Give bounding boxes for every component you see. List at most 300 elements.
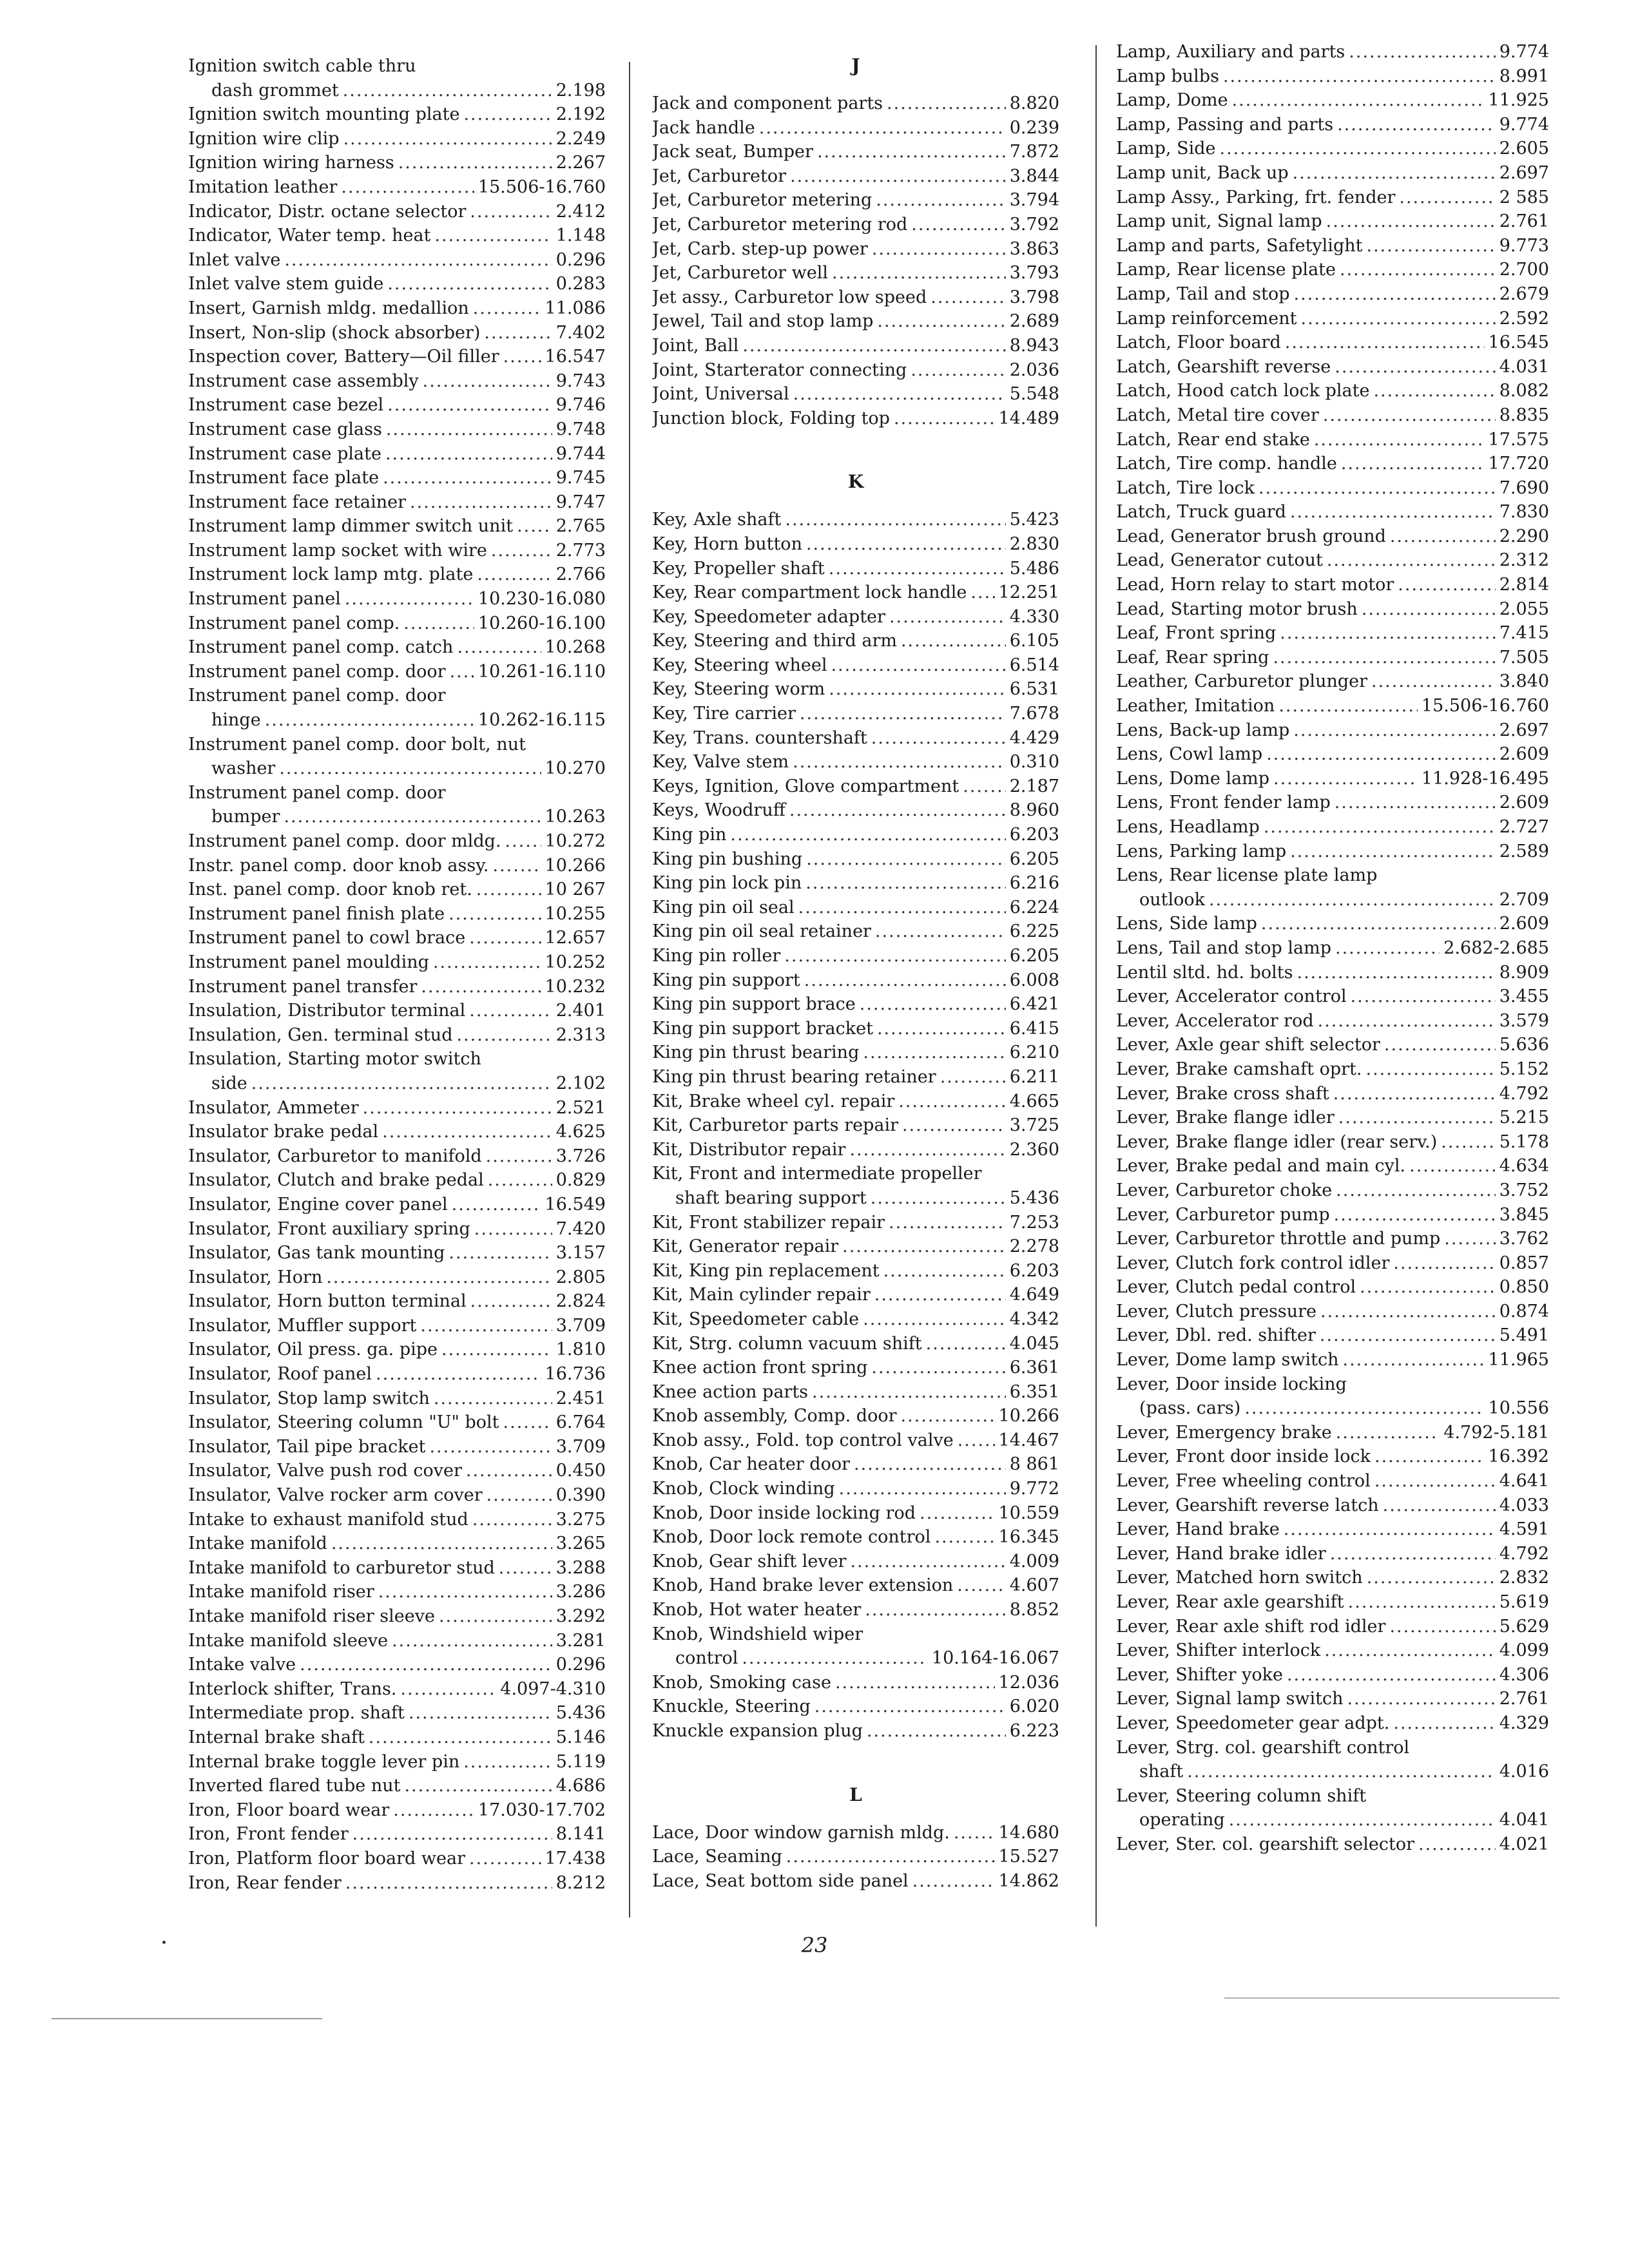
dot-leader bbox=[477, 562, 552, 587]
dot-leader bbox=[345, 587, 474, 611]
index-entry bbox=[188, 950, 606, 975]
entry-name: Insulator, Valve push rod cover bbox=[188, 1461, 462, 1481]
entry-name: Instrument panel moulding bbox=[188, 952, 429, 972]
dot-leader bbox=[265, 708, 474, 733]
entry-name: Jack and component parts bbox=[652, 93, 883, 113]
entry-name: King pin support bbox=[652, 970, 800, 990]
entry-page-ref: 5.152 bbox=[1499, 1059, 1549, 1079]
entry-page-ref: 14.467 bbox=[998, 1430, 1059, 1450]
entry-name: Lamp bulbs bbox=[1116, 66, 1219, 86]
entry-name: Instrument panel bbox=[188, 589, 341, 610]
entry-page-ref: 6.211 bbox=[1009, 1066, 1059, 1087]
dot-leader bbox=[835, 1671, 995, 1695]
dot-leader bbox=[448, 1241, 552, 1265]
entry-page-ref: 0.450 bbox=[555, 1461, 606, 1481]
dot-leader bbox=[392, 1629, 552, 1653]
dot-leader bbox=[400, 1677, 496, 1702]
entry-page-ref: 10 267 bbox=[545, 879, 606, 900]
entry-name: Lever, Free wheeling control bbox=[1116, 1471, 1371, 1492]
dot-leader bbox=[378, 1580, 552, 1604]
entry-name: Lamp, Dome bbox=[1116, 90, 1228, 111]
dot-leader bbox=[376, 1362, 541, 1387]
index-entry bbox=[1116, 403, 1549, 428]
dot-leader bbox=[883, 1259, 1006, 1283]
dot-leader bbox=[784, 944, 1005, 968]
dot-leader bbox=[1284, 1517, 1496, 1542]
dot-leader bbox=[1366, 234, 1495, 258]
entry-page-ref: 4.641 bbox=[1499, 1471, 1549, 1492]
entry-name: Iron, Floor board wear bbox=[188, 1800, 390, 1820]
entry-page-ref: 12.036 bbox=[998, 1672, 1059, 1693]
index-entry bbox=[652, 847, 1059, 872]
entry-page-ref: 0.829 bbox=[555, 1170, 606, 1191]
entry-name: Lamp and parts, Safetylight bbox=[1116, 235, 1363, 256]
index-entry bbox=[1116, 1082, 1549, 1106]
index-entry bbox=[1116, 1300, 1549, 1324]
entry-name: King pin bbox=[652, 825, 727, 845]
entry-name: Lever, Brake camshaft oprt. bbox=[1116, 1059, 1362, 1079]
entry-name: King pin thrust bearing bbox=[652, 1043, 860, 1063]
entry-name: Knob, Door lock remote control bbox=[652, 1527, 931, 1548]
dot-leader bbox=[829, 677, 1005, 702]
entry-name: King pin support brace bbox=[652, 994, 856, 1015]
entry-name: Insulation, Distributor terminal bbox=[188, 1001, 466, 1021]
entry-name: Iron, Platform floor board wear bbox=[188, 1848, 465, 1869]
index-entry bbox=[188, 1217, 606, 1242]
entry-name: outlook bbox=[1139, 889, 1206, 910]
entry-page-ref: 2.589 bbox=[1499, 841, 1549, 861]
entry-page-ref: 10.272 bbox=[545, 831, 606, 851]
entry-page-ref: 6.203 bbox=[1009, 825, 1059, 845]
index-entry bbox=[188, 1096, 606, 1120]
index-entry bbox=[652, 285, 1059, 310]
entry-page-ref: 4.634 bbox=[1499, 1156, 1549, 1177]
entry-name: Insulator, Muffler support bbox=[188, 1315, 417, 1336]
entry-name: Knob, Door inside locking rod bbox=[652, 1503, 916, 1523]
entry-name: Inlet valve bbox=[188, 249, 281, 270]
entry-name: Lever, Clutch pedal control bbox=[1116, 1277, 1356, 1298]
entry-page-ref: 9.745 bbox=[555, 468, 606, 488]
dot-leader bbox=[1244, 1396, 1484, 1421]
dot-leader bbox=[1336, 1421, 1440, 1445]
index-entry bbox=[188, 1362, 606, 1387]
entry-name: Instrument case assembly bbox=[188, 370, 419, 391]
dot-leader bbox=[1318, 1009, 1496, 1033]
dot-leader bbox=[930, 285, 1005, 310]
entry-page-ref: 3.792 bbox=[1009, 214, 1059, 235]
dot-leader bbox=[1393, 1251, 1495, 1276]
entry-page-ref: 4.021 bbox=[1499, 1834, 1549, 1854]
entry-name: Lens, Rear license plate lamp bbox=[1116, 865, 1378, 886]
index-entry bbox=[652, 992, 1059, 1017]
entry-page-ref: 2.727 bbox=[1499, 817, 1549, 837]
entry-page-ref: 3.726 bbox=[555, 1146, 606, 1166]
dot-leader bbox=[963, 774, 1006, 799]
entry-name: Imitation leather bbox=[188, 177, 338, 197]
dot-leader bbox=[420, 1314, 552, 1338]
dot-leader bbox=[1300, 307, 1495, 331]
entry-page-ref: 4.329 bbox=[1499, 1713, 1549, 1733]
entry-page-ref: 10.261-16.110 bbox=[477, 661, 606, 682]
entry-name: Key, Rear compartment lock handle bbox=[652, 582, 967, 603]
entry-page-ref: 3.793 bbox=[1009, 263, 1059, 284]
section-heading-j: J bbox=[851, 55, 860, 76]
entry-name: Lever, Accelerator control bbox=[1116, 986, 1347, 1007]
index-entry bbox=[1116, 1348, 1549, 1372]
dot-leader bbox=[1280, 621, 1495, 646]
index-entry bbox=[188, 562, 606, 587]
entry-name: Lever, Hand brake bbox=[1116, 1519, 1280, 1540]
entry-name: Lever, Rear axle gearshift bbox=[1116, 1592, 1344, 1612]
entry-name: Jet, Carburetor metering bbox=[652, 190, 872, 211]
index-entry bbox=[1116, 1517, 1549, 1542]
index-entry bbox=[1116, 1203, 1549, 1227]
index-entry bbox=[188, 1701, 606, 1725]
dot-leader bbox=[1285, 331, 1485, 355]
scan-artifact-line bbox=[1224, 1997, 1559, 1999]
entry-name: Key, Horn button bbox=[652, 533, 802, 554]
dot-leader bbox=[954, 1821, 995, 1845]
dot-leader bbox=[800, 702, 1006, 726]
dot-leader bbox=[393, 1798, 474, 1823]
index-entry bbox=[188, 1459, 606, 1483]
entry-page-ref: 5.436 bbox=[555, 1703, 606, 1724]
entry-name: King pin roller bbox=[652, 946, 781, 966]
index-entry bbox=[188, 1168, 606, 1193]
dot-leader bbox=[472, 1508, 552, 1532]
entry-page-ref: 2.765 bbox=[555, 516, 606, 537]
entry-name: Lever, Brake flange idler (rear serv.) bbox=[1116, 1131, 1438, 1152]
entry-page-ref: 8.943 bbox=[1009, 335, 1059, 356]
index-entry bbox=[1116, 113, 1549, 137]
entry-page-ref: 7.872 bbox=[1009, 142, 1059, 162]
entry-page-ref: 6.531 bbox=[1009, 679, 1059, 700]
column-divider-right bbox=[1095, 45, 1097, 1927]
entry-page-ref: 5.636 bbox=[1499, 1035, 1549, 1055]
entry-name: Lentil sltd. hd. bolts bbox=[1116, 962, 1293, 983]
entry-name: Kit, Brake wheel cyl. repair bbox=[652, 1091, 895, 1111]
entry-name: Insulator, Gas tank mounting bbox=[188, 1243, 445, 1264]
entry-page-ref: 4.330 bbox=[1009, 606, 1059, 627]
index-entry bbox=[188, 79, 606, 103]
index-entry bbox=[1116, 1251, 1549, 1276]
dot-leader bbox=[806, 847, 1006, 872]
entry-name: Lever, Gearshift reverse latch bbox=[1116, 1495, 1379, 1515]
index-entry bbox=[1116, 1033, 1549, 1057]
index-entry bbox=[1116, 1421, 1549, 1445]
dot-leader bbox=[875, 919, 1006, 944]
entry-page-ref: 14.862 bbox=[998, 1870, 1059, 1891]
dot-leader bbox=[1229, 1808, 1496, 1832]
entry-name: Lamp, Passing and parts bbox=[1116, 114, 1334, 135]
index-entry bbox=[188, 490, 606, 515]
dot-leader bbox=[793, 750, 1006, 774]
entry-name: Instrument panel comp. door bbox=[188, 661, 446, 682]
entry-page-ref: 4.591 bbox=[1499, 1519, 1549, 1540]
entry-page-ref: 16.736 bbox=[545, 1364, 606, 1385]
entry-name: Lens, Back-up lamp bbox=[1116, 720, 1290, 740]
dot-leader bbox=[958, 1428, 995, 1453]
entry-page-ref: 1.810 bbox=[555, 1340, 606, 1360]
dot-leader bbox=[1258, 476, 1496, 501]
index-entry bbox=[652, 1869, 1059, 1894]
dot-leader bbox=[433, 950, 541, 975]
entry-page-ref: 6.415 bbox=[1009, 1018, 1059, 1039]
dot-leader bbox=[491, 539, 552, 563]
index-entry bbox=[652, 653, 1059, 678]
dot-leader bbox=[448, 902, 541, 927]
dot-leader bbox=[785, 508, 1005, 532]
index-entry bbox=[1116, 1832, 1549, 1857]
entry-page-ref: 10.556 bbox=[1488, 1398, 1549, 1419]
entry-page-ref: 8.960 bbox=[1009, 800, 1059, 821]
index-entry bbox=[652, 1162, 1059, 1186]
entry-page-ref: 8.852 bbox=[1009, 1600, 1059, 1620]
entry-page-ref: 3.794 bbox=[1009, 190, 1059, 211]
entry-name: Latch, Floor board bbox=[1116, 332, 1281, 353]
entry-name: Latch, Truck guard bbox=[1116, 502, 1286, 523]
entry-page-ref: 4.686 bbox=[555, 1776, 606, 1796]
index-entry bbox=[188, 1677, 606, 1702]
dot-leader bbox=[742, 334, 1005, 358]
dot-leader bbox=[476, 878, 541, 902]
entry-name: Insulator, Front auxiliary spring bbox=[188, 1218, 470, 1239]
entry-page-ref: 16.549 bbox=[545, 1194, 606, 1215]
column-divider-left bbox=[629, 62, 630, 1917]
dot-leader bbox=[912, 1869, 995, 1894]
index-entry bbox=[652, 116, 1059, 140]
dot-leader bbox=[889, 605, 1006, 629]
entry-page-ref: 2 585 bbox=[1499, 187, 1549, 207]
index-entry bbox=[1116, 88, 1549, 113]
dot-leader bbox=[1333, 1082, 1496, 1106]
dot-leader bbox=[463, 1750, 552, 1774]
index-entry bbox=[652, 1307, 1059, 1332]
entry-name: Lens, Front fender lamp bbox=[1116, 793, 1331, 813]
dot-leader bbox=[505, 829, 541, 854]
entry-page-ref: 17.575 bbox=[1488, 429, 1549, 450]
index-entry bbox=[652, 382, 1059, 407]
index-entry bbox=[1116, 137, 1549, 161]
dot-leader bbox=[470, 1289, 552, 1314]
entry-name: Lever, Clutch pressure bbox=[1116, 1301, 1317, 1321]
entry-name: Ignition switch cable thru bbox=[188, 56, 416, 76]
dot-leader bbox=[474, 1217, 552, 1242]
entry-name: Lead, Horn relay to start motor bbox=[1116, 575, 1394, 595]
entry-page-ref: 3.725 bbox=[1009, 1115, 1059, 1136]
index-entry bbox=[188, 514, 606, 539]
entry-name: Knob, Hot water heater bbox=[652, 1600, 862, 1620]
index-entry bbox=[652, 1065, 1059, 1090]
dot-leader bbox=[806, 532, 1006, 557]
dot-leader bbox=[1209, 888, 1496, 912]
index-entry bbox=[1116, 1639, 1549, 1663]
index-entry bbox=[652, 1598, 1059, 1622]
entry-page-ref: 2.036 bbox=[1009, 360, 1059, 380]
entry-page-ref: 2.451 bbox=[555, 1388, 606, 1408]
entry-page-ref: 8.141 bbox=[555, 1824, 606, 1845]
index-entry bbox=[652, 1017, 1059, 1041]
index-entry bbox=[1116, 548, 1549, 573]
entry-page-ref: 2.824 bbox=[555, 1291, 606, 1312]
dot-leader bbox=[790, 164, 1006, 189]
dot-leader bbox=[473, 296, 541, 321]
dot-leader bbox=[872, 237, 1006, 262]
index-entry bbox=[188, 1508, 606, 1532]
index-entry bbox=[188, 54, 606, 79]
entry-page-ref: 8 861 bbox=[1009, 1454, 1059, 1475]
entry-name: Latch, Hood catch lock plate bbox=[1116, 381, 1370, 401]
index-entry bbox=[1116, 1009, 1549, 1033]
index-entry bbox=[652, 1041, 1059, 1065]
index-entry bbox=[1116, 1808, 1549, 1832]
entry-name: Lens, Cowl lamp bbox=[1116, 744, 1263, 765]
entry-page-ref: 4.342 bbox=[1009, 1309, 1059, 1329]
entry-page-ref: 11.928-16.495 bbox=[1421, 768, 1549, 789]
entry-page-ref: 16.547 bbox=[545, 347, 606, 367]
entry-page-ref: 5.619 bbox=[1499, 1592, 1549, 1612]
entry-name: Knob, Gear shift lever bbox=[652, 1551, 847, 1571]
index-entry bbox=[652, 581, 1059, 605]
entry-name: Insulator, Valve rocker arm cover bbox=[188, 1485, 483, 1506]
index-entry bbox=[652, 91, 1059, 116]
entry-page-ref: 14.489 bbox=[998, 408, 1059, 428]
dot-leader bbox=[1294, 282, 1496, 307]
entry-name: Insulator, Horn bbox=[188, 1267, 323, 1287]
entry-page-ref: 9.747 bbox=[555, 492, 606, 512]
entry-page-ref: 6.225 bbox=[1009, 921, 1059, 942]
index-entry bbox=[1116, 1590, 1549, 1615]
index-entry bbox=[188, 1193, 606, 1217]
entry-name: King pin oil seal retainer bbox=[652, 921, 871, 942]
entry-name: Instrument face plate bbox=[188, 468, 380, 488]
entry-name: Insulation, Starting motor switch bbox=[188, 1049, 481, 1070]
index-entry bbox=[1116, 1542, 1549, 1566]
entry-page-ref: 17.438 bbox=[545, 1848, 606, 1869]
entry-name: Ignition wire clip bbox=[188, 128, 340, 149]
entry-name: Instrument panel comp. door bbox=[188, 686, 446, 706]
index-column-3 bbox=[1116, 40, 1549, 1857]
entry-page-ref: 14.680 bbox=[998, 1822, 1059, 1843]
dot-leader bbox=[363, 1096, 552, 1120]
entry-name: Lever, Rear axle shift rod idler bbox=[1116, 1616, 1386, 1637]
dot-leader bbox=[876, 188, 1005, 213]
dot-leader bbox=[387, 272, 552, 296]
entry-name: dash grommet bbox=[211, 80, 339, 101]
entry-name: Instrument panel transfer bbox=[188, 976, 418, 997]
dot-leader bbox=[854, 1452, 1006, 1477]
entry-name: Keys, Ignition, Glove compartment bbox=[652, 776, 959, 796]
index-entry bbox=[188, 1725, 606, 1750]
entry-page-ref: 11.965 bbox=[1488, 1350, 1549, 1370]
dot-leader bbox=[284, 805, 541, 829]
dot-leader bbox=[842, 1235, 1006, 1259]
entry-name: Knob, Smoking case bbox=[652, 1672, 831, 1693]
index-entry bbox=[188, 1314, 606, 1338]
entry-page-ref: 11.086 bbox=[545, 298, 606, 318]
entry-name: Knob assembly, Comp. door bbox=[652, 1406, 897, 1427]
entry-name: Latch, Gearshift reverse bbox=[1116, 356, 1331, 377]
entry-page-ref: 0.239 bbox=[1009, 117, 1059, 138]
entry-page-ref: 7.690 bbox=[1499, 477, 1549, 498]
entry-page-ref: 6.008 bbox=[1009, 970, 1059, 990]
index-entry bbox=[1116, 573, 1549, 597]
entry-page-ref: 12.657 bbox=[545, 928, 606, 948]
index-entry bbox=[652, 1428, 1059, 1453]
index-entry bbox=[188, 1289, 606, 1314]
index-entry bbox=[652, 164, 1059, 189]
dot-leader bbox=[970, 581, 994, 605]
entry-page-ref: 10.164-16.067 bbox=[931, 1648, 1059, 1669]
index-entry bbox=[652, 140, 1059, 164]
entry-name: Inlet valve stem guide bbox=[188, 274, 384, 294]
entry-name: Keys, Woodruff bbox=[652, 800, 786, 821]
index-entry bbox=[188, 878, 606, 902]
dot-leader bbox=[1266, 742, 1496, 767]
dot-leader bbox=[871, 1186, 1006, 1211]
dot-leader bbox=[300, 1653, 552, 1677]
index-entry bbox=[188, 1410, 606, 1435]
entry-page-ref: 2.697 bbox=[1499, 720, 1549, 740]
index-entry bbox=[652, 871, 1059, 896]
index-entry bbox=[1116, 694, 1549, 718]
index-entry bbox=[652, 407, 1059, 431]
dot-leader bbox=[439, 1604, 552, 1629]
entry-page-ref: 2.192 bbox=[555, 104, 606, 125]
entry-page-ref: 10.252 bbox=[545, 952, 606, 972]
entry-name: Jewel, Tail and stop lamp bbox=[652, 311, 874, 332]
index-entry bbox=[188, 829, 606, 854]
entry-page-ref: 8.212 bbox=[555, 1872, 606, 1893]
index-entry bbox=[188, 393, 606, 418]
entry-name: King pin lock pin bbox=[652, 873, 802, 894]
entry-name: Lever, Shifter interlock bbox=[1116, 1640, 1321, 1661]
entry-name: Instrument face retainer bbox=[188, 492, 406, 512]
entry-page-ref: 2.198 bbox=[555, 80, 606, 101]
entry-page-ref: 4.041 bbox=[1499, 1810, 1549, 1831]
index-entry bbox=[652, 896, 1059, 920]
entry-name: Insert, Garnish mldg. medallion bbox=[188, 298, 469, 318]
entry-page-ref: 6.210 bbox=[1009, 1043, 1059, 1063]
entry-page-ref: 10.559 bbox=[998, 1503, 1059, 1523]
index-entry bbox=[652, 1646, 1059, 1671]
dot-leader bbox=[284, 248, 552, 273]
index-entry bbox=[1116, 379, 1549, 403]
entry-name: Insulator, Horn button terminal bbox=[188, 1291, 467, 1312]
index-entry bbox=[652, 1525, 1059, 1550]
entry-page-ref: 3.752 bbox=[1499, 1180, 1549, 1200]
entry-name: Latch, Tire lock bbox=[1116, 477, 1255, 498]
entry-page-ref: 5.119 bbox=[555, 1751, 606, 1772]
dot-leader bbox=[1349, 40, 1495, 64]
dot-leader bbox=[463, 102, 552, 127]
entry-name: Insulator, Stop lamp switch bbox=[188, 1388, 430, 1408]
index-entry bbox=[188, 902, 606, 927]
index-entry bbox=[1116, 1057, 1549, 1082]
entry-name: Instrument case glass bbox=[188, 419, 382, 439]
dot-leader bbox=[503, 1410, 552, 1435]
dot-leader bbox=[898, 1090, 1005, 1114]
entry-name: Ignition wiring harness bbox=[188, 153, 394, 173]
dot-leader bbox=[805, 871, 1005, 896]
entry-name: King pin oil seal bbox=[652, 897, 795, 918]
index-entry bbox=[652, 774, 1059, 799]
entry-page-ref: 4.097-4.310 bbox=[500, 1678, 606, 1699]
dot-leader bbox=[469, 1847, 541, 1871]
entry-page-ref: 10.263 bbox=[545, 807, 606, 827]
entry-page-ref: 4.649 bbox=[1009, 1285, 1059, 1305]
index-entry bbox=[1116, 815, 1549, 840]
